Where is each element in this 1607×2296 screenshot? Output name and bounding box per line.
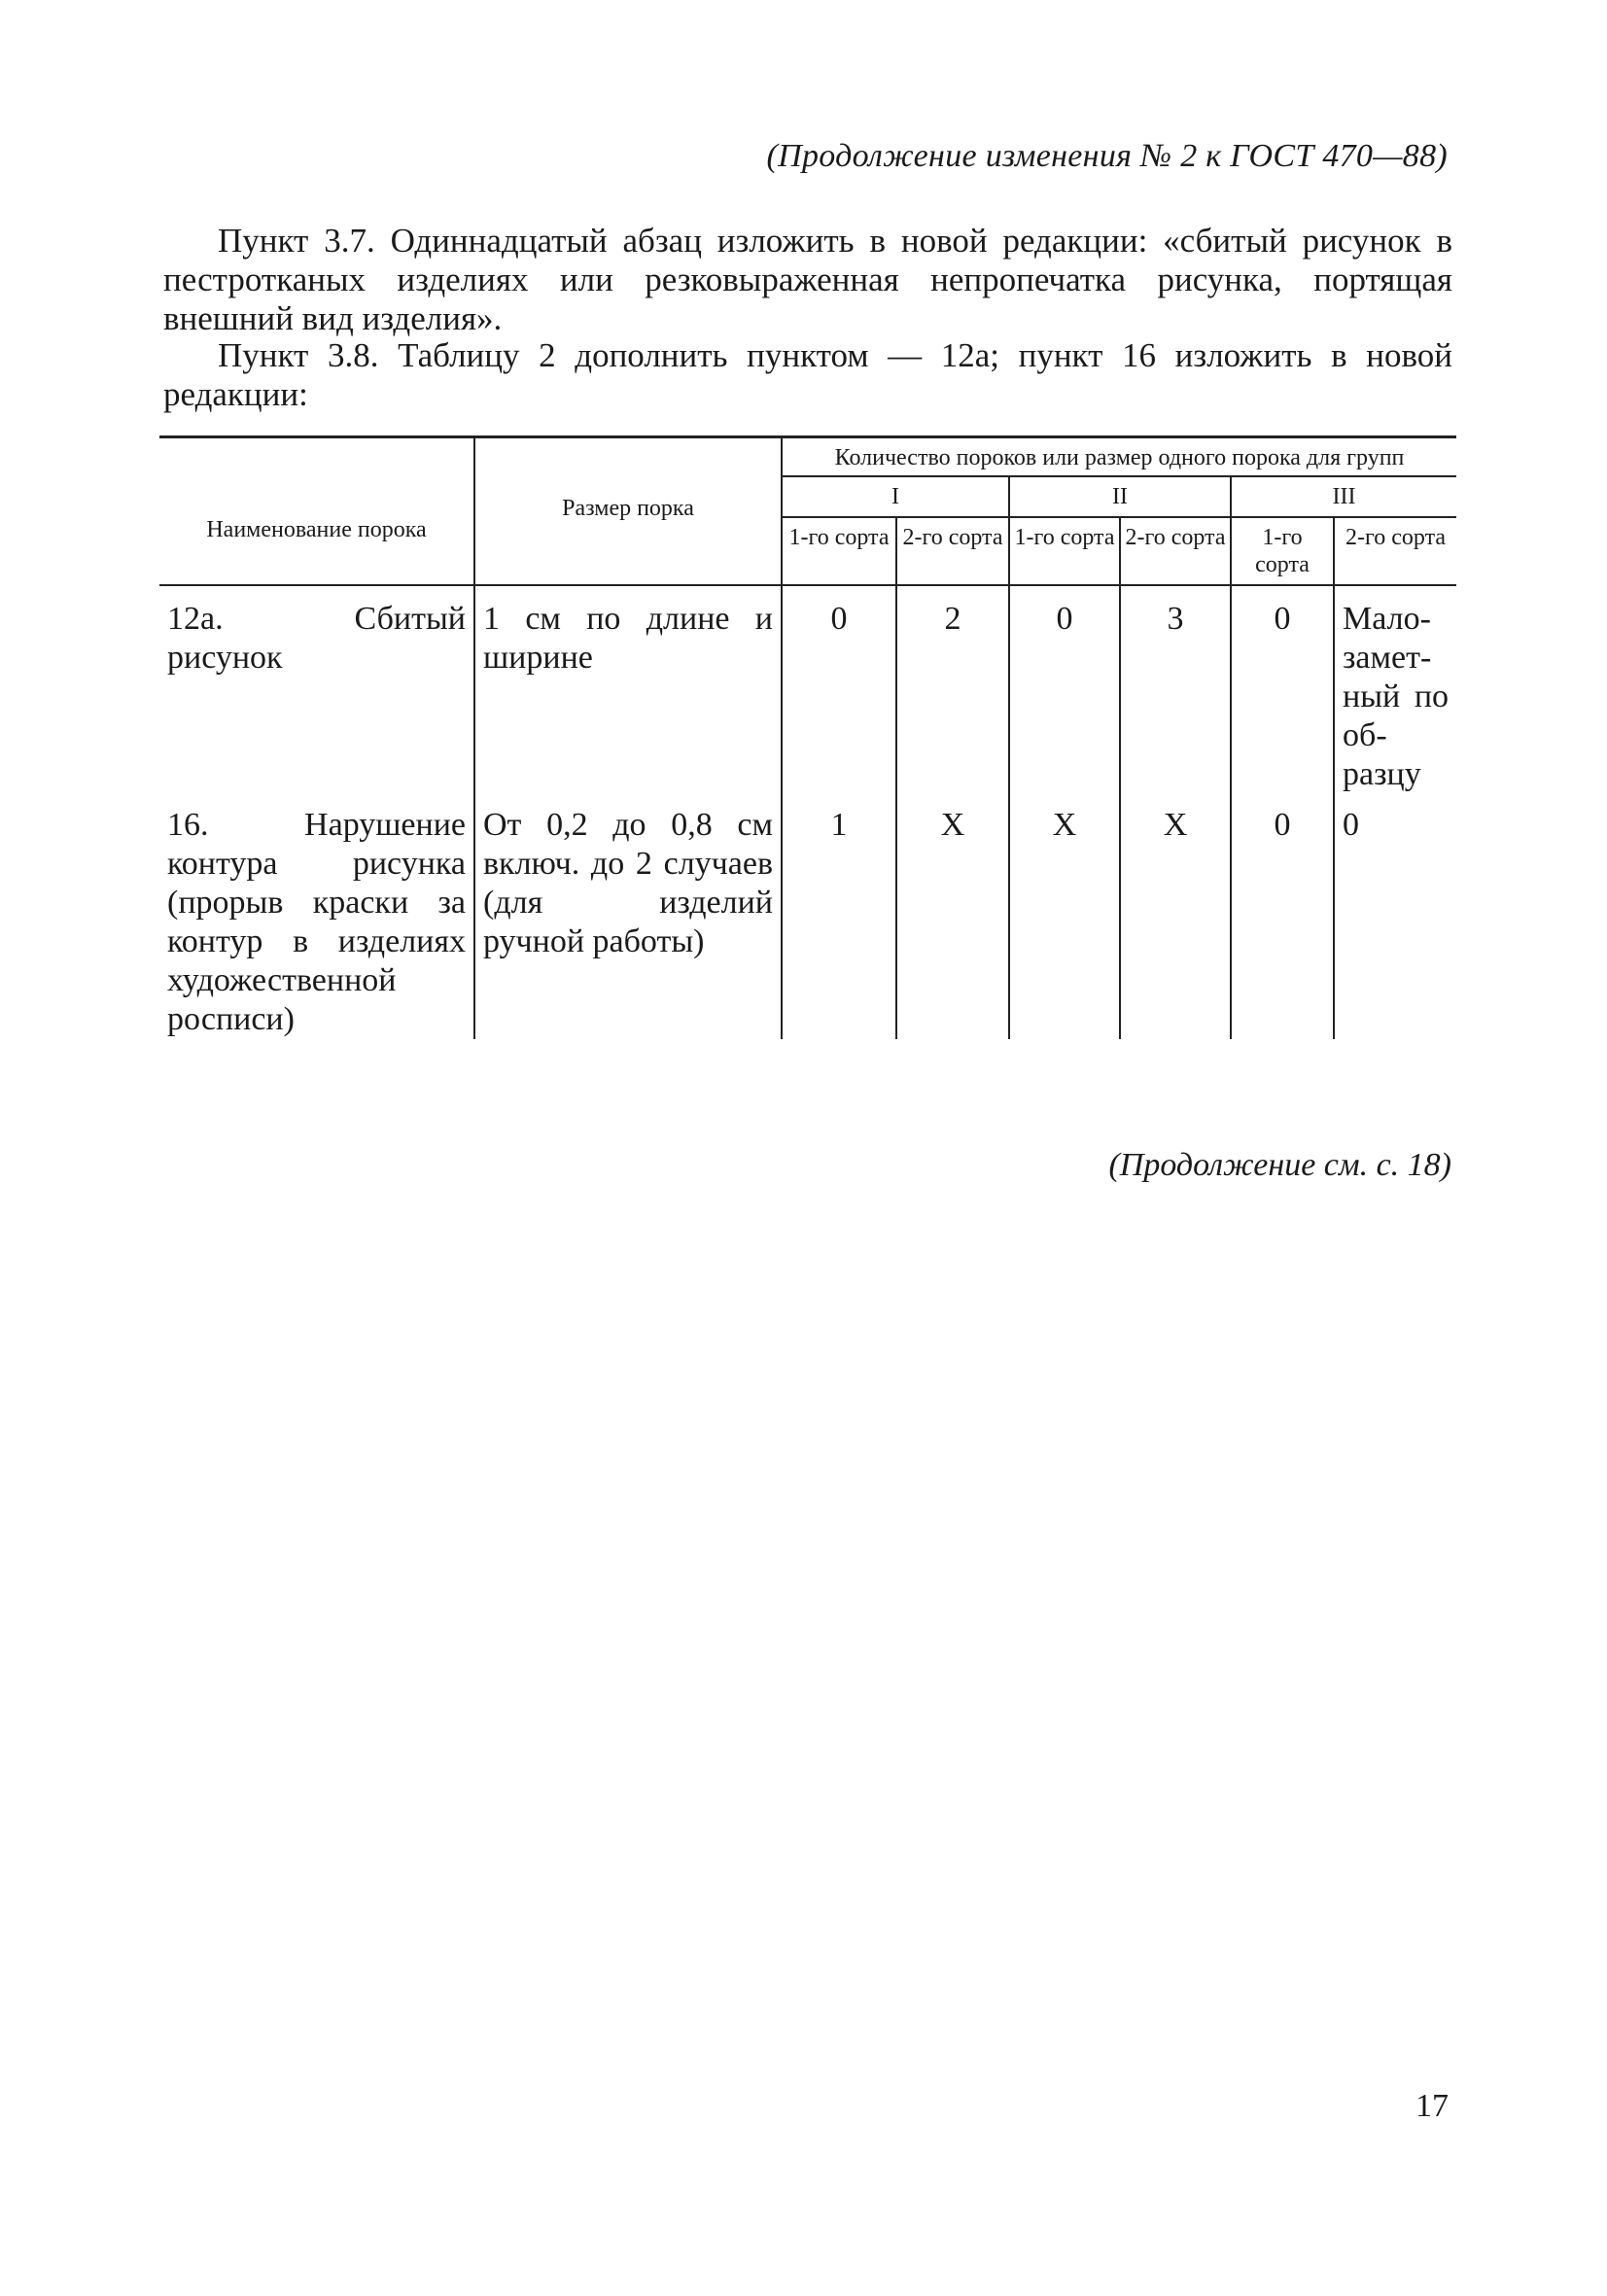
header-sort: 2-го сорта — [1120, 517, 1231, 585]
value-cell: 0 — [1334, 794, 1456, 1039]
value-cell: Малозаметный по образцу — [1334, 585, 1456, 794]
table-row — [159, 585, 1456, 794]
header-defect-size: Размер порка — [474, 437, 782, 586]
page-number: 17 — [1415, 2088, 1449, 2124]
header-group-2: II — [1009, 476, 1231, 517]
defect-size-cell: От 0,2 до 0,8 см включ. до 2 случаев (для изделий ручной работы) — [474, 794, 782, 1039]
defect-size-cell: 1 см по длине и ширине — [474, 585, 782, 794]
header-sort: 2-го сорта — [896, 517, 1009, 585]
header-sort: 1-го сорта — [1009, 517, 1120, 585]
value-cell: 0 — [1009, 585, 1120, 794]
header-group-1: I — [782, 476, 1009, 517]
value-cell: 1 — [782, 794, 896, 1039]
value-cell: 3 — [1120, 585, 1231, 794]
value-cell: Х — [896, 794, 1009, 1039]
paragraph-3-8: Пункт 3.8. Таблицу 2 дополнить пунктом — 12а; пункт 16 изложить в новой редакции: — [163, 336, 1452, 413]
continuation-footer: (Продолжение см. с. 18) — [1108, 1147, 1451, 1183]
header-defect-name: Наименование порока — [159, 437, 474, 586]
value-cell: 0 — [782, 585, 896, 794]
header-defect-count: Количество пороков или размер одного порока для групп — [782, 437, 1456, 477]
defects-table — [159, 435, 1456, 1039]
value-cell: 0 — [1231, 794, 1334, 1039]
defect-name-cell: 12а. Сбитый рисунок — [167, 601, 466, 676]
table-row — [159, 794, 1456, 1039]
table-header-row — [159, 437, 1456, 477]
header-sort: 1-го сорта — [1231, 517, 1334, 585]
header-sort: 1-го сорта — [782, 517, 896, 585]
header-sort: 2-го сорта — [1334, 517, 1456, 585]
paragraph-3-7: Пункт 3.7. Одиннадцатый абзац изложить в новой редакции: «сбитый рисунок в пестротканых изделиях или резковыраженная непропечатка рисунка, портящая внешний вид изделия». — [163, 222, 1452, 337]
value-cell: 0 — [1231, 585, 1334, 794]
header-group-3: III — [1231, 476, 1456, 517]
value-cell: 2 — [896, 585, 1009, 794]
defect-name-cell: 16. Нарушение контура рисунка (прорыв краски за контур в изделиях художественной росписи) — [167, 807, 466, 1037]
defects-table-wrapper — [159, 435, 1456, 1039]
value-cell: Х — [1120, 794, 1231, 1039]
value-cell: Х — [1009, 794, 1120, 1039]
continuation-header: (Продолжение изменения № 2 к ГОСТ 470—88) — [766, 138, 1448, 174]
